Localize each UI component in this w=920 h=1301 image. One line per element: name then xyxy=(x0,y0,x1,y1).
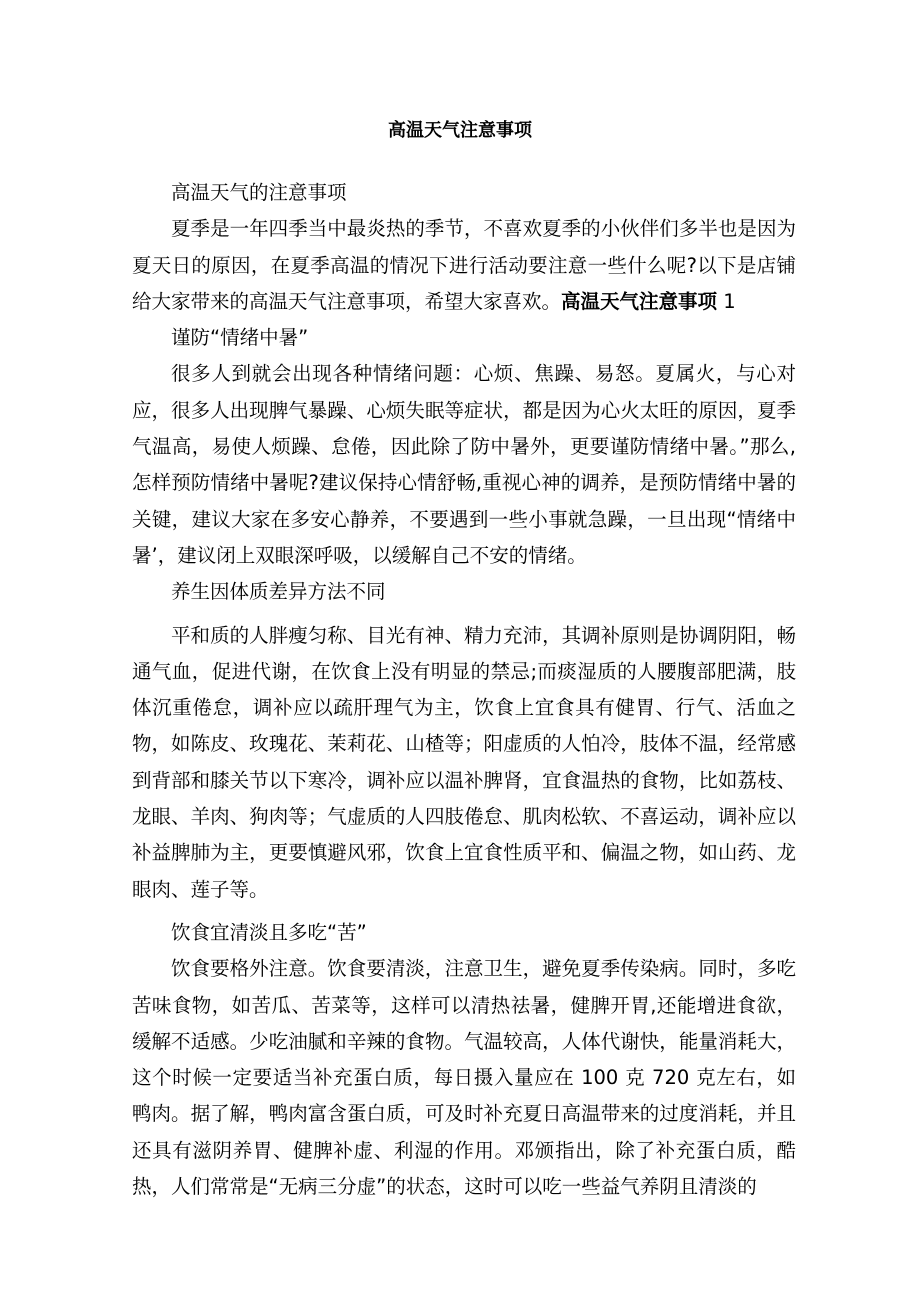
section-heading-emotional-heatstroke: 谨防“情绪中暑” xyxy=(171,326,309,350)
paragraph-emotional-heatstroke: 很多人到就会出现各种情绪问题：心烦、焦躁、易怒。夏属火，与心对应，很多人出现脾气暴躁、心烦失眠等症状，都是因为心火太旺的原因，夏季气温高，易使人烦躁、怠倦，因此除了防中暑外，更要谨防情绪中暑。”那么,怎样预防情绪中暑呢?建议保持心情舒畅,重视心神的调养，是预防情绪中暑的关键，建议大家在多安心静养，不要遇到一些小事就急躁，一旦出现“情绪中暑’，建议闭上双眼深呼吸，以缓解自己不安的情绪。 xyxy=(132,362,796,567)
intro-text: 夏季是一年四季当中最炎热的季节，不喜欢夏季的小伙伴们多半也是因为夏天日的原因，在夏季高温的情况下进行活动要注意一些什么呢?以下是店铺给大家带来的高温天气注意事项，希望大家喜欢。 xyxy=(132,217,796,313)
document-title: 高温天气注意事项 xyxy=(388,120,532,141)
paragraph-diet: 饮食要格外注意。饮食要清淡，注意卫生，避免夏季传染病。同时，多吃苦味食物，如苦瓜、苦菜等，这样可以清热祛暑，健脾开胃,还能增进食欲，缓解不适感。少吃油腻和辛辣的食物。气温较高，人体代谢快，能量消耗大，这个时候一定要适当补充蛋白质，每日摄入量应在 100 克 720 克左右，如鸭肉。据了解，鸭肉富含蛋白质，可及时补充夏日高温带来的过度消耗，并且还具有滋阴养胃、健脾补虚、利湿的作用。邓颁指出，除了补充蛋白质，酷热，人们常常是“无病三分虚”的状态，这时可以吃一些益气养阴且清淡的 xyxy=(132,957,796,1199)
intro-paragraph xyxy=(132,211,796,320)
intro-heading: 高温天气的注意事项 xyxy=(171,181,347,204)
section-heading-constitution: 养生因体质差异方法不同 xyxy=(171,580,386,604)
inline-section-heading: 高温天气注意事项 xyxy=(561,289,718,313)
section-heading-diet: 饮食宜清淡且多吃“苦” xyxy=(171,920,367,944)
inline-section-number: 1 xyxy=(723,289,736,313)
document-body xyxy=(132,175,796,1205)
paragraph-constitution: 平和质的人胖瘦匀称、目光有神、精力充沛，其调补原则是协调阴阳，畅通气血，促进代谢，在饮食上没有明显的禁忌;而痰湿质的人腰腹部肥满，肢体沉重倦怠，调补应以疏肝理气为主，饮食上宜食具有健胃、行气、活血之物，如陈皮、玫瑰花、茉莉花、山楂等；阳虚质的人怕冷，肢体不温，经常感到背部和膝关节以下寒冷，调补应以温补脾肾，宜食温热的食物，比如荔枝、龙眼、羊肉、狗肉等；气虚质的人四肢倦怠、肌肉松软、不喜运动，调补应以补益脾肺为主，更要慎避风邪，饮食上宜食性质平和、偏温之物，如山药、龙眼肉、莲子等。 xyxy=(132,623,796,901)
